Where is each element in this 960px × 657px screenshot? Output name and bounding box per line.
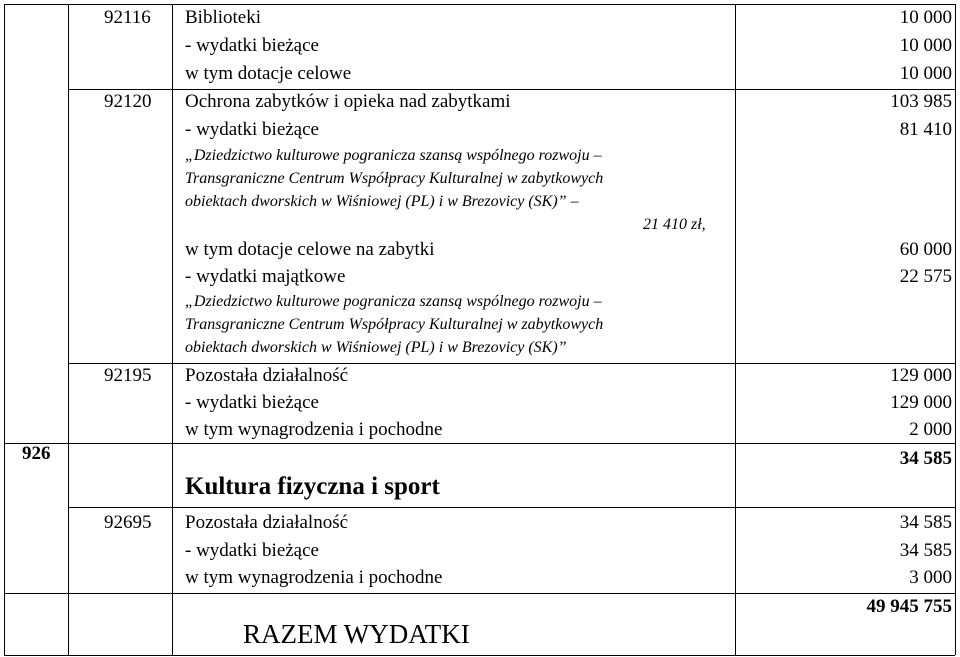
chapter-title: Pozostała działalność bbox=[185, 365, 349, 386]
current-expenses-label: - wydatki bieżące bbox=[185, 540, 319, 561]
project-description-line: Transgraniczne Centrum Współpracy Kulturalnej w zabytkowych bbox=[185, 316, 604, 333]
total-amount: 49 945 755 bbox=[866, 596, 952, 617]
table-border-top bbox=[4, 4, 955, 5]
project-amount: 21 410 zł, bbox=[643, 216, 706, 233]
column-divider-code bbox=[172, 4, 173, 655]
project-description-line: obiektach dworskich w Wiśniowej (PL) i w Brezovicy (SK)” bbox=[185, 339, 567, 356]
section-amount: 34 585 bbox=[899, 448, 952, 469]
grants-label: w tym dotacje celowe na zabytki bbox=[185, 239, 435, 260]
table-border-bottom bbox=[4, 655, 955, 656]
chapter-title: Ochrona zabytków i opieka nad zabytkami bbox=[185, 91, 511, 112]
column-divider-amount bbox=[735, 4, 736, 655]
column-divider-section bbox=[68, 4, 69, 655]
salaries-label: w tym wynagrodzenia i pochodne bbox=[185, 567, 443, 588]
current-expenses-label: - wydatki bieżące bbox=[185, 119, 319, 140]
grants-label: w tym dotacje celowe bbox=[185, 63, 352, 84]
section-code: 926 bbox=[22, 443, 51, 464]
amount: 2 000 bbox=[909, 419, 952, 440]
project-description-line: Transgraniczne Centrum Współpracy Kulturalnej w zabytkowych bbox=[185, 170, 604, 187]
amount: 10 000 bbox=[899, 7, 952, 28]
amount: 81 410 bbox=[899, 119, 952, 140]
section-title: Kultura fizyczna i sport bbox=[185, 473, 440, 500]
chapter-code: 92695 bbox=[104, 512, 152, 533]
project-description-line: „Dziedzictwo kulturowe pogranicza szansą wspólnego rozwoju – bbox=[185, 293, 602, 310]
row-divider bbox=[68, 363, 955, 364]
project-description-line: obiektach dworskich w Wiśniowej (PL) i w Brezovicy (SK)” – bbox=[185, 193, 579, 210]
amount: 3 000 bbox=[909, 567, 952, 588]
chapter-title: Biblioteki bbox=[185, 7, 261, 28]
chapter-title: Pozostała działalność bbox=[185, 512, 349, 533]
amount: 10 000 bbox=[899, 35, 952, 56]
amount: 34 585 bbox=[899, 540, 952, 561]
current-expenses-label: - wydatki bieżące bbox=[185, 35, 319, 56]
amount: 34 585 bbox=[899, 512, 952, 533]
salaries-label: w tym wynagrodzenia i pochodne bbox=[185, 419, 443, 440]
row-divider bbox=[4, 593, 955, 594]
chapter-code: 92120 bbox=[104, 91, 152, 112]
chapter-code: 92195 bbox=[104, 365, 152, 386]
amount: 22 575 bbox=[899, 266, 952, 287]
capital-expenses-label: - wydatki majątkowe bbox=[185, 266, 346, 287]
amount: 103 985 bbox=[890, 91, 952, 112]
amount: 129 000 bbox=[890, 392, 952, 413]
table-border-right bbox=[955, 4, 956, 655]
row-divider bbox=[68, 507, 955, 508]
row-divider bbox=[68, 89, 955, 90]
amount: 60 000 bbox=[899, 239, 952, 260]
amount: 10 000 bbox=[899, 63, 952, 84]
table-border-left bbox=[4, 4, 5, 655]
chapter-code: 92116 bbox=[104, 7, 151, 28]
row-divider bbox=[4, 443, 955, 444]
project-description-line: „Dziedzictwo kulturowe pogranicza szansą wspólnego rozwoju – bbox=[185, 147, 602, 164]
amount: 129 000 bbox=[890, 365, 952, 386]
total-label: RAZEM WYDATKI bbox=[243, 619, 470, 649]
current-expenses-label: - wydatki bieżące bbox=[185, 392, 319, 413]
